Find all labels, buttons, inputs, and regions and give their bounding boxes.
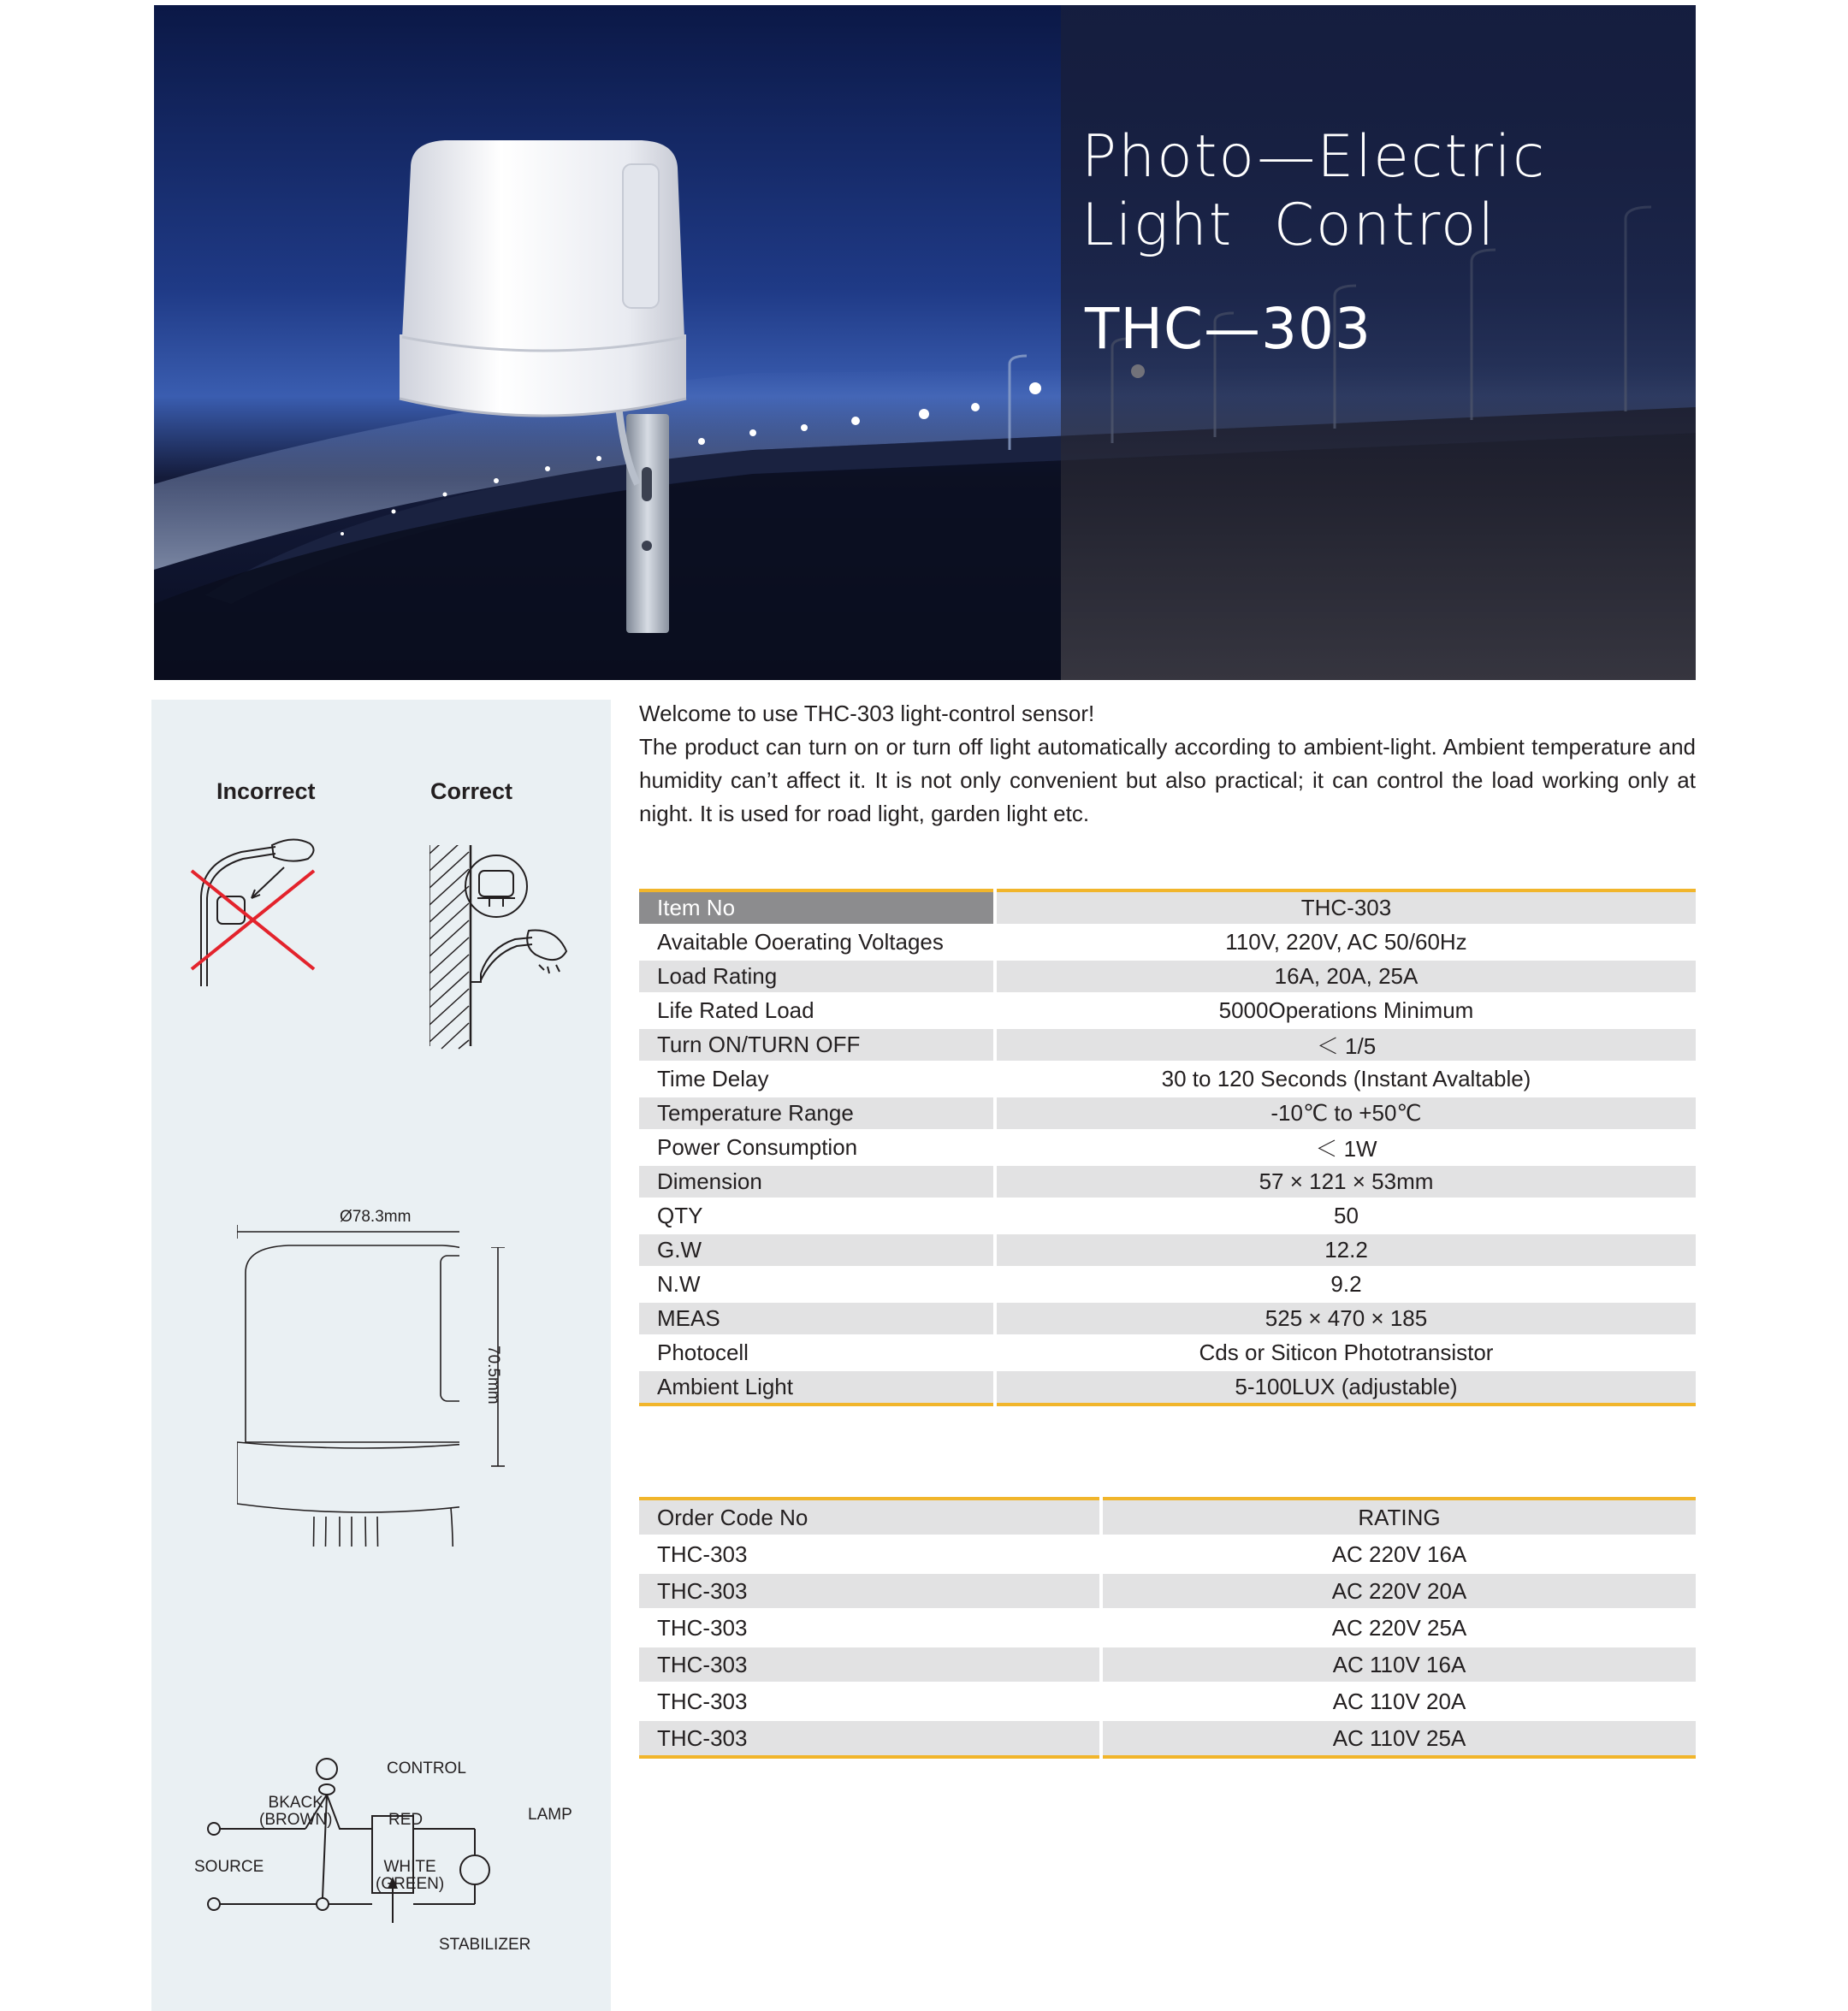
spec-label: QTY (639, 1199, 995, 1233)
order-row (639, 1683, 1696, 1720)
order-rating: AC 110V 20A (1101, 1683, 1696, 1720)
order-rating: AC 110V 16A (1101, 1647, 1696, 1683)
lamp-label: LAMP (528, 1806, 572, 1824)
banner-model: THC—303 (1085, 296, 1372, 362)
correct-installation-icon (429, 845, 583, 1050)
spec-label: Load Rating (639, 960, 995, 994)
order-code-table (639, 1497, 1696, 1759)
spec-value: 12.2 (995, 1233, 1696, 1268)
wire-green-text: (GREEN) (376, 1875, 445, 1893)
spec-label: Power Consumption (639, 1131, 995, 1165)
spec-label: Time Delay (639, 1062, 995, 1097)
spec-value: 525 × 470 × 185 (995, 1302, 1696, 1336)
spec-row (639, 1268, 1696, 1302)
intro-paragraph: The product can turn on or turn off light automatically according to ambient-light. Ambient temperature and humidity can’t affect it. It is not only convenient but also practical; it can control the load working only at night. It is used for road light, garden light etc. (639, 734, 1696, 826)
height-dimension-line (489, 1247, 506, 1470)
diagram-panel (151, 700, 611, 2011)
rating-header: RATING (1101, 1499, 1696, 1536)
order-code: THC-303 (639, 1683, 1101, 1720)
product-intro (639, 697, 1696, 831)
spec-value: THC-303 (995, 890, 1696, 926)
wire-white-text: WHITE (383, 1858, 436, 1876)
wire-brown-text: (BROWN) (259, 1811, 333, 1829)
spec-row (639, 960, 1696, 994)
spec-value: 9.2 (995, 1268, 1696, 1302)
wire-control-label: CONTROL (387, 1760, 466, 1777)
spec-row (639, 1370, 1696, 1405)
order-header-row (639, 1499, 1696, 1536)
spec-row (639, 1233, 1696, 1268)
spec-label: Turn ON/TURN OFF (639, 1028, 995, 1062)
incorrect-label: Incorrect (216, 778, 316, 804)
spec-label: Life Rated Load (639, 994, 995, 1028)
order-code: THC-303 (639, 1720, 1101, 1758)
spec-row (639, 1165, 1696, 1199)
wire-white-label (376, 1859, 444, 1893)
order-code: THC-303 (639, 1647, 1101, 1683)
spec-row (639, 994, 1696, 1028)
source-label: SOURCE (194, 1858, 264, 1876)
spec-value: 30 to 120 Seconds (Instant Avaltable) (995, 1062, 1696, 1097)
order-row (639, 1610, 1696, 1647)
stabilizer-label: STABILIZER (439, 1936, 531, 1954)
spec-value: 5-100LUX (adjustable) (995, 1370, 1696, 1405)
spec-row (639, 1199, 1696, 1233)
spec-label: Photocell (639, 1336, 995, 1370)
spec-row (639, 926, 1696, 960)
spec-row (639, 1062, 1696, 1097)
spec-label: MEAS (639, 1302, 995, 1336)
spec-row (639, 1302, 1696, 1336)
specifications-table (639, 889, 1696, 1406)
order-code: THC-303 (639, 1536, 1101, 1573)
spec-value: 50 (995, 1199, 1696, 1233)
wire-black-label (259, 1795, 332, 1829)
diameter-label: Ø78.3mm (340, 1208, 412, 1226)
order-code-header: Order Code No (639, 1499, 1101, 1536)
spec-row (639, 1336, 1696, 1370)
dimension-drawing (237, 1221, 459, 1547)
spec-label: Item No (639, 890, 995, 926)
correct-label: Correct (430, 778, 513, 804)
spec-row (639, 890, 1696, 926)
hero-banner (154, 5, 1696, 680)
spec-value: 57 × 121 × 53mm (995, 1165, 1696, 1199)
order-row (639, 1536, 1696, 1573)
order-code: THC-303 (639, 1610, 1101, 1647)
order-rating: AC 220V 16A (1101, 1536, 1696, 1573)
spec-value: 5000Operations Minimum (995, 994, 1696, 1028)
order-rating: AC 220V 20A (1101, 1573, 1696, 1610)
spec-row (639, 1028, 1696, 1062)
height-label: 70.5mm (484, 1346, 502, 1405)
order-rating: AC 220V 25A (1101, 1610, 1696, 1647)
spec-value: 110V, 220V, AC 50/60Hz (995, 926, 1696, 960)
spec-row (639, 1097, 1696, 1131)
spec-label: Dimension (639, 1165, 995, 1199)
order-rating: AC 110V 25A (1101, 1720, 1696, 1758)
spec-value: Cds or Siticon Phototransistor (995, 1336, 1696, 1370)
spec-value: -10℃ to +50℃ (995, 1097, 1696, 1131)
wire-red-label: RED (388, 1811, 424, 1829)
order-row (639, 1573, 1696, 1610)
wire-black-text: BKACK (268, 1794, 323, 1812)
banner-title-line2: Light Control (1081, 192, 1496, 259)
spec-row (639, 1131, 1696, 1165)
spec-value: 16A, 20A, 25A (995, 960, 1696, 994)
spec-label: G.W (639, 1233, 995, 1268)
spec-value: ＜ 1/5 (995, 1028, 1696, 1062)
intro-welcome: Welcome to use THC-303 light-control sensor! (639, 701, 1095, 726)
spec-label: N.W (639, 1268, 995, 1302)
spec-label: Temperature Range (639, 1097, 995, 1131)
banner-title-line1: Photo—Electric (1081, 123, 1547, 191)
order-row (639, 1720, 1696, 1758)
spec-label: Ambient Light (639, 1370, 995, 1405)
incorrect-installation-icon (190, 837, 344, 991)
order-code: THC-303 (639, 1573, 1101, 1610)
order-row (639, 1647, 1696, 1683)
spec-label: Avaitable Ooerating Voltages (639, 926, 995, 960)
banner-title (1081, 123, 1546, 260)
spec-value: ＜ 1W (995, 1131, 1696, 1165)
